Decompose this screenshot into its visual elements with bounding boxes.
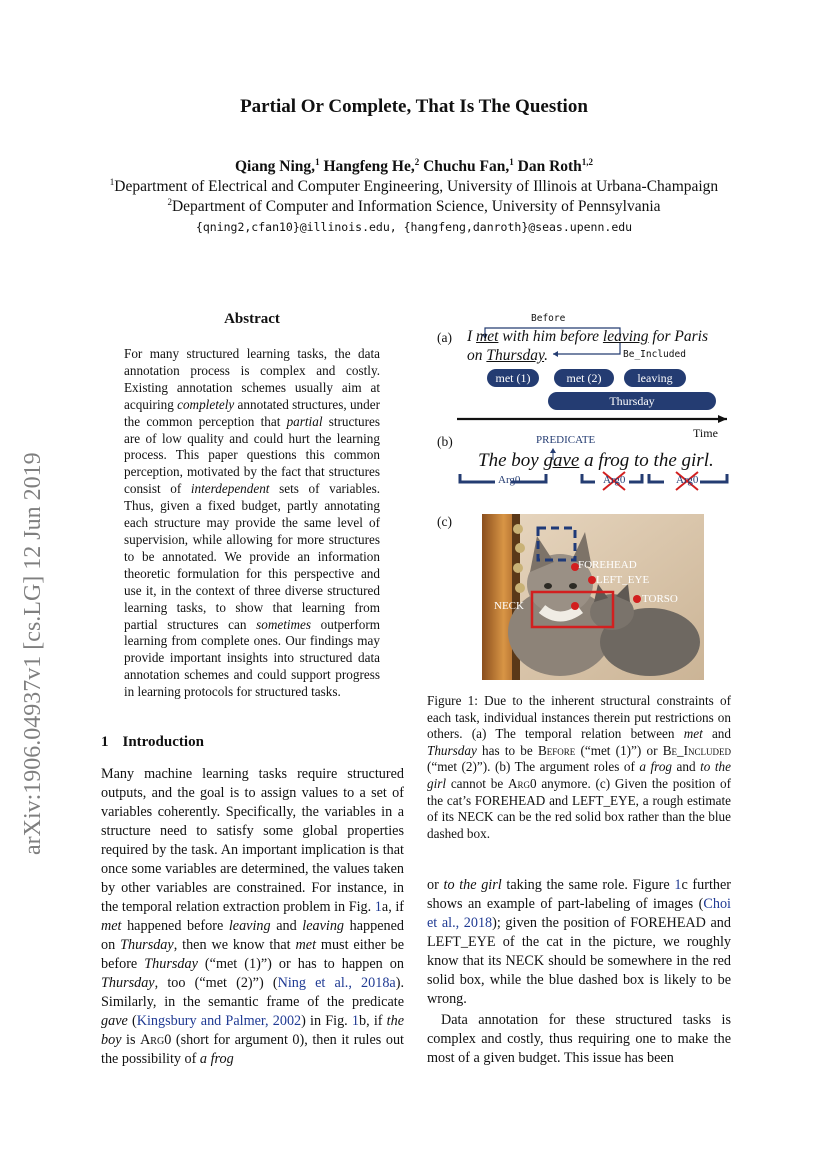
pill-thursday: Thursday bbox=[548, 392, 716, 410]
left-eye-point bbox=[588, 576, 596, 584]
panel-label-a: (a) bbox=[437, 330, 452, 345]
sentence-a-line1: I met with him before leaving for Paris bbox=[467, 328, 708, 345]
pill-met-1: met (1) bbox=[487, 369, 539, 387]
arg0-label-boy: Arg0 bbox=[498, 474, 521, 486]
torso-point bbox=[633, 595, 641, 603]
paper-title: Partial Or Complete, That Is The Question bbox=[240, 96, 588, 117]
arxiv-stamp: arXiv:1906.04937v1 [cs.LG] 12 Jun 2019 bbox=[20, 452, 46, 855]
right-column-text bbox=[427, 876, 731, 1068]
introduction-text: Many machine learning tasks require structured outputs, and the goal is to assign values to a set of variables coherently. Specifically, the variables in a structure need to satisfy some global properties required by the task. An important implication is that once some variables are determined, the values taken by other variables are constrained. For instance, in the temporal relation extraction problem in Fig. 1a, if met happened before leaving and leaving happened on Thursday, then we know that met must either be before Thursday (“met (1)”) or has to happen on Thursday, too (“met (2)”) (Ning et al., 2018a). Similarly, in the semantic frame of the predicate gave (Kingsbury and Palmer, 2002) in Fig. 1b, if the boy is Arg0 (short for argument 0), then it rules out the possibility of a frog bbox=[101, 766, 405, 1067]
author-emails: {qning2,cfan10}@illinois.edu, {hangfeng,danroth}@seas.upenn.edu bbox=[195, 220, 633, 234]
forehead-label: FOREHEAD bbox=[578, 559, 637, 571]
neck-point bbox=[571, 602, 579, 610]
paragraph: Data annotation for these structured tasks is complex and costly, thus requiring one to make the most of a given budget. This issue has been bbox=[427, 1012, 731, 1066]
section-number: 1 bbox=[101, 734, 109, 750]
cat-photo bbox=[482, 514, 704, 680]
panel-label-b: (b) bbox=[437, 434, 453, 449]
before-label: Before bbox=[531, 313, 566, 324]
be-included-label: Be_Included bbox=[623, 349, 686, 360]
paragraph: or to the girl taking the same role. Figure 1c further shows an example of part-labeling of images (Choi et al., 2018); given the position of FOREHEAD and LEFT_EYE of the cat in the picture, we roughly know that its NECK should be somewhere in the red solid box, while the blue dashed box is likely to be wrong. bbox=[427, 877, 732, 1007]
affiliation-1: $^1$Department of Electrical and Computer Engineering, University of Illinois at Urbana-Champaign bbox=[109, 176, 719, 195]
pill-leaving: leaving bbox=[624, 369, 686, 387]
time-axis-arrowhead-icon bbox=[718, 415, 727, 423]
section-title: Introduction bbox=[122, 734, 204, 750]
abstract-text: For many structured learning tasks, the data annotation process is complex and costly. Existing annotation schemes usually aim at acquiring completely annotated structures, under the common perception that partial structures are of low quality and could hurt the learning process. This paper questions this common perception, motivated by the fact that structures consist of interdependent sets of variables. Thus, given a fixed budget, partly annotating each structure may provide the same level of supervision, while allowing for more structures to be annotated. We provide an information theoretic formulation for this perspective and use it, in the context of three diverse structured learning tasks, to show that learning from partial structures can sometimes outperform learning from complete ones. Our findings may provide important insights into structured data annotation schemes and could support progress in learning protocols for structured tasks. bbox=[124, 346, 380, 700]
section-heading-introduction bbox=[101, 734, 204, 751]
arg0-label-girl: Arg0 bbox=[676, 474, 699, 486]
panel-label-c: (c) bbox=[437, 514, 452, 529]
sentence-b: The boy gave a frog to the girl. bbox=[478, 450, 714, 471]
author-list: Qiang Ning,$^1$ Hangfeng He,$^2$ Chuchu Fan,$^1$ Dan Roth$^{1,2}$ bbox=[234, 156, 594, 175]
arg0-label-frog: Arg0 bbox=[603, 474, 626, 486]
time-axis-label: Time bbox=[693, 426, 718, 440]
pill-met-2: met (2) bbox=[554, 369, 614, 387]
predicate-label: PREDICATE bbox=[536, 434, 596, 446]
torso-label: TORSO bbox=[642, 593, 678, 605]
sentence-a-line2: on Thursday. bbox=[467, 347, 548, 364]
abstract-heading: Abstract bbox=[224, 311, 280, 327]
left-eye-label: LEFT_EYE bbox=[596, 574, 650, 586]
affiliation-2: $^2$Department of Computer and Information Science, University of Pennsylvania bbox=[167, 196, 661, 215]
neck-label: NECK bbox=[494, 600, 524, 612]
be-included-arrowhead-icon bbox=[553, 351, 558, 357]
figure-1-caption: Figure 1: Due to the inherent structural constraints of each task, individual instances therein put restrictions on others. (a) The temporal relation between met and Thursday has to be Before (“met (1)”) or Be_Included (“met (2)”). (b) The argument roles of a frog and to the girl cannot be Arg0 anymore. (c) Given the position of the cat’s FOREHEAD and LEFT_EYE, a rough estimate of its NECK can be the red solid box rather than the blue dashed box. bbox=[427, 693, 731, 841]
